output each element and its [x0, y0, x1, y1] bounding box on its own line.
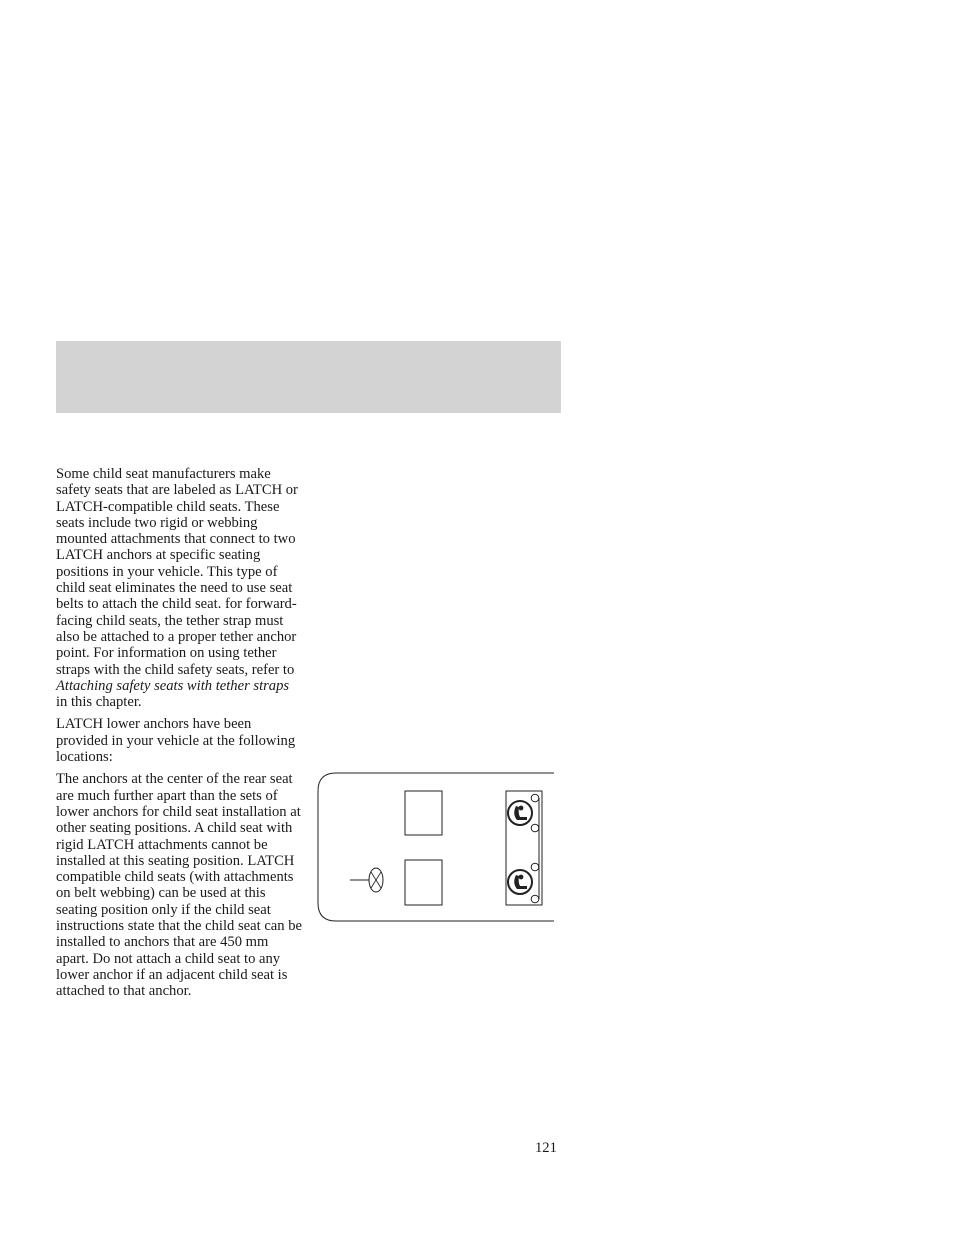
front-seat-driver: [405, 860, 442, 905]
lower-anchor: [531, 863, 539, 871]
lower-anchor: [531, 895, 539, 903]
section-header-band: [56, 341, 561, 413]
paragraph-anchor-locations: LATCH lower anchors have been provided in your vehicle at the following locations:: [56, 716, 296, 766]
vehicle-outline: [318, 773, 554, 921]
paragraph-center-anchors: The anchors at the center of the rear seat are much further apart than the sets of lower anchors for child seat installation at other seating positions. A child seat with rigid LATCH attachments cannot be installed at this seating position. LATCH compatible child seats (with attachments on belt webbing) can be used at this seating position only if the child seat instructions state that the child seat can be installed to anchors that are 450 mm apart. Do not attach a child seat to any lower anchor if an adjacent child seat is attached to that anchor.: [56, 771, 302, 1000]
child-seat-icon: [508, 870, 532, 894]
front-seat-passenger: [405, 791, 442, 835]
paragraph-latch-intro: Some child seat manufacturers make safety seats that are labeled as LATCH or LATCH-compatible child seats. These seats include two rigid or webbing mounted attachments that connect to two LATCH anchors at specific seating positions in your vehicle. This type of child seat eliminates the need to use seat belts to attach the child seat. for forward-facing child seats, the tether strap must also be attached to a proper tether anchor point. For information on using tether straps with the child safety seats, refer to Attaching safety seats with tether straps in this chapter.: [56, 466, 298, 711]
steering-wheel-icon: [350, 868, 383, 892]
vehicle-seating-diagram: [316, 771, 554, 923]
cross-reference: Attaching safety seats with tether straps: [56, 677, 290, 694]
page-number: 121: [535, 1140, 557, 1156]
body-text-column: [56, 466, 304, 1006]
lower-anchor: [531, 794, 539, 802]
child-seat-icon: [508, 801, 532, 825]
lower-anchor: [531, 824, 539, 832]
